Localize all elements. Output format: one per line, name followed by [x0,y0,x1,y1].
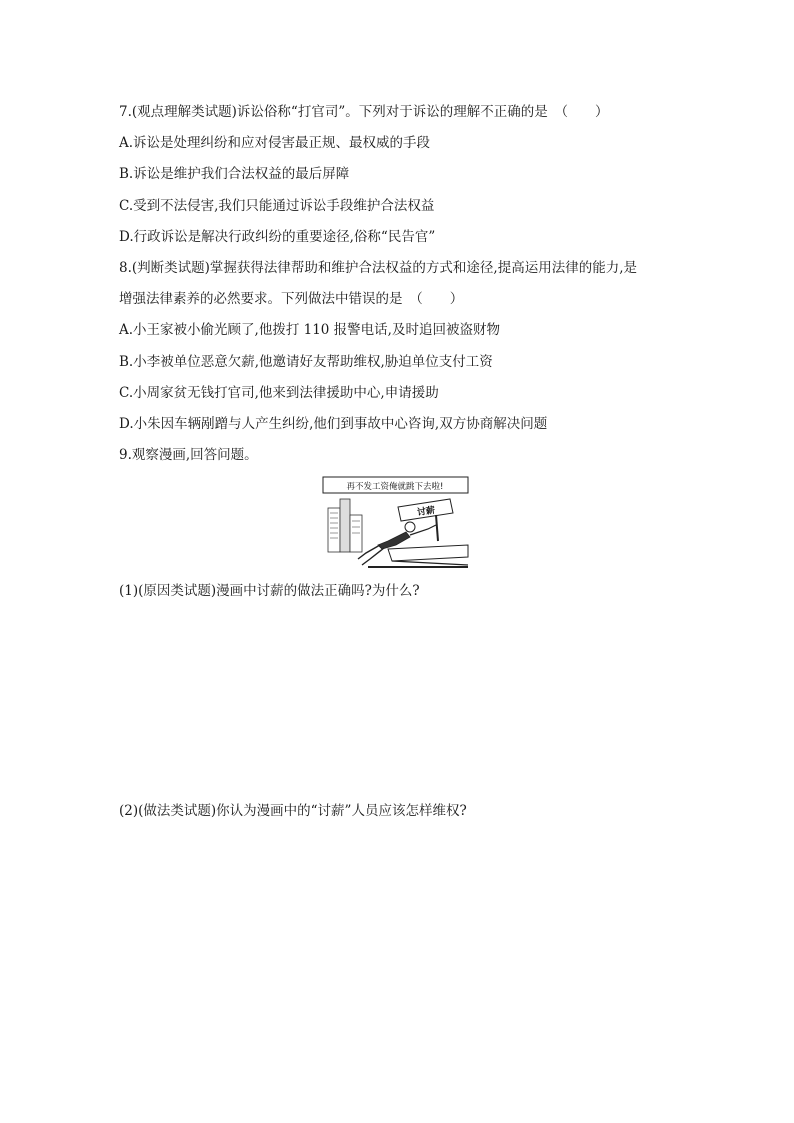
q9-sub2: (2)(做法类试题)你认为漫画中的“讨薪”人员应该怎样维权? [119,803,467,819]
person-head [405,522,415,532]
cartoon-image [318,475,474,571]
building-right [350,515,362,552]
q9-stem: 9.观察漫画,回答问题。 [119,447,258,463]
speech-text: 再不发工资俺就跳下去啦! [346,482,444,492]
q7-option-b: B.诉讼是维护我们合法权益的最后屏障 [119,166,350,182]
q7-option-d: D.行政诉讼是解决行政纠纷的重要途径,俗称“民告官” [119,229,436,245]
q8-stem-line1: 8.(判断类试题)掌握获得法律帮助和维护合法权益的方式和途径,提高运用法律的能力,是 [119,260,637,276]
q8-option-c: C.小周家贫无钱打官司,他来到法律援助中心,申请援助 [119,385,439,401]
q7-stem: 7.(观点理解类试题)诉讼俗称“打官司”。下列对于诉讼的理解不正确的是 （ ） [119,104,609,120]
q7-option-c: C.受到不法侵害,我们只能通过诉讼手段维护合法权益 [119,198,435,214]
q7-option-a: A.诉讼是处理纠纷和应对侵害最正规、最权威的手段 [119,135,431,151]
q8-option-a: A.小王家被小偷光顾了,他拨打 110 报警电话,及时追回被盗财物 [119,322,500,338]
rooftop [388,545,468,561]
q8-option-b: B.小李被单位恶意欠薪,他邀请好友帮助维权,胁迫单位支付工资 [119,354,493,370]
sign-pole [436,515,438,541]
building-left [328,508,340,552]
person-body [378,532,410,549]
q8-option-d: D.小朱因车辆剐蹭与人产生纠纷,他们到事故中心咨询,双方协商解决问题 [119,416,548,432]
q8-stem-line2: 增强法律素养的必然要求。下列做法中错误的是 （ ） [119,291,464,307]
building-mid [340,499,350,552]
q9-sub1: (1)(原因类试题)漫画中讨薪的做法正确吗?为什么? [119,583,420,599]
sign-text: 讨薪 [416,505,436,519]
